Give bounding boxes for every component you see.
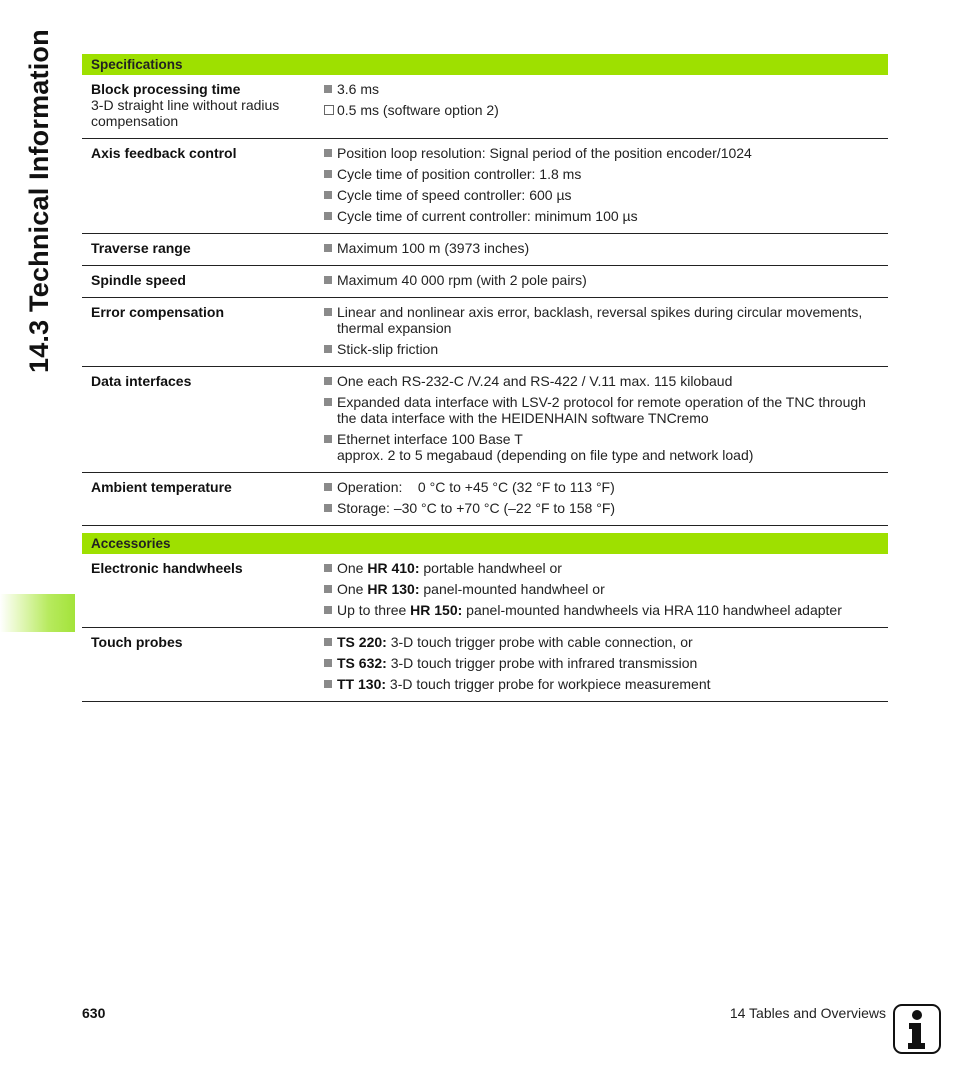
row-label: Block processing time — [91, 81, 241, 97]
row-label-cell — [82, 298, 323, 367]
item-text: One each RS-232-C /V.24 and RS-422 / V.11 max. 115 kilobaud — [337, 373, 733, 389]
list-item — [323, 373, 878, 389]
row-items-cell — [323, 266, 888, 298]
item-text-line2: approx. 2 to 5 megabaud (depending on file type and network load) — [337, 447, 754, 463]
item-text: Maximum 100 m (3973 inches) — [337, 240, 530, 256]
square-bullet-icon — [324, 659, 332, 667]
item-text: 3-D touch trigger probe with cable connection, or — [386, 634, 693, 650]
list-item — [323, 634, 878, 650]
square-bullet-icon — [324, 504, 332, 512]
row-label-cell — [82, 266, 323, 298]
square-bullet-icon — [324, 435, 332, 443]
square-bullet-icon — [324, 244, 332, 252]
row-sublabel: 3-D straight line without radius compensation — [91, 97, 280, 129]
square-bullet-icon — [324, 85, 332, 93]
specifications-header: Specifications — [82, 54, 888, 75]
section-title-text: 14.3 Technical Information — [24, 29, 54, 373]
square-bullet-icon — [324, 585, 332, 593]
item-text: Cycle time of current controller: minimum 100 µs — [337, 208, 638, 224]
square-bullet-icon — [324, 276, 332, 284]
item-text: 0.5 ms (software option 2) — [337, 102, 499, 118]
square-bullet-icon — [324, 564, 332, 572]
list-item — [323, 394, 878, 426]
item-text: portable handwheel or — [419, 560, 562, 576]
row-label: Electronic handwheels — [91, 560, 243, 576]
item-model: TS 220: — [337, 634, 387, 650]
chapter-tab-marker — [0, 594, 75, 632]
info-icon — [893, 1004, 941, 1054]
table-row — [82, 628, 888, 702]
item-text: 3-D touch trigger probe with infrared transmission — [386, 655, 698, 671]
list-item — [323, 272, 878, 288]
list-item — [323, 208, 878, 224]
row-label-cell — [82, 234, 323, 266]
list-item — [323, 166, 878, 182]
list-item — [323, 581, 878, 597]
section-title-vertical — [18, 29, 68, 385]
list-item — [323, 676, 878, 692]
item-text: One — [337, 581, 368, 597]
list-item — [323, 81, 878, 97]
item-model: HR 410: — [367, 560, 420, 576]
item-text: Expanded data interface with LSV-2 protocol for remote operation of the TNC through the data interface with the HEIDENHAIN software TNCremo — [337, 394, 866, 426]
list-item — [323, 602, 878, 618]
row-items-cell — [323, 298, 888, 367]
table-row — [82, 473, 888, 526]
list-item — [323, 304, 878, 336]
square-bullet-icon — [324, 212, 332, 220]
item-text: One — [337, 560, 368, 576]
row-label-cell — [82, 473, 323, 526]
accessories-table — [82, 533, 888, 702]
table-row — [82, 266, 888, 298]
row-label: Ambient temperature — [91, 479, 232, 495]
row-label-cell — [82, 554, 323, 628]
row-items-cell — [323, 75, 888, 139]
item-text: Storage: –30 °C to +70 °C (–22 °F to 158 °F) — [337, 500, 616, 516]
row-label: Touch probes — [91, 634, 183, 650]
row-label-cell — [82, 628, 323, 702]
square-bullet-icon — [324, 345, 332, 353]
square-bullet-icon — [324, 308, 332, 316]
square-bullet-icon — [324, 483, 332, 491]
item-text: Linear and nonlinear axis error, backlash, reversal spikes during circular movements, thermal expansion — [337, 304, 863, 336]
row-label-cell — [82, 75, 323, 139]
hollow-square-bullet-icon — [324, 105, 334, 115]
item-model: TS 632: — [337, 655, 387, 671]
square-bullet-icon — [324, 149, 332, 157]
page-number: 630 — [82, 1005, 106, 1021]
row-items-cell — [323, 628, 888, 702]
row-items-cell — [323, 139, 888, 234]
row-label: Traverse range — [91, 240, 191, 256]
list-item — [323, 187, 878, 203]
row-items-cell — [323, 473, 888, 526]
item-text: Cycle time of speed controller: 600 µs — [337, 187, 572, 203]
specifications-header-row — [82, 54, 888, 75]
item-text: Operation: 0 °C to +45 °C (32 °F to 113 °F) — [337, 479, 615, 495]
table-row — [82, 139, 888, 234]
list-item — [323, 560, 878, 576]
list-item — [323, 240, 878, 256]
row-label: Axis feedback control — [91, 145, 237, 161]
square-bullet-icon — [324, 191, 332, 199]
item-text: panel-mounted handwheels via HRA 110 handwheel adapter — [462, 602, 842, 618]
item-text: Stick-slip friction — [337, 341, 439, 357]
row-items-cell — [323, 367, 888, 473]
accessories-header: Accessories — [82, 533, 888, 554]
list-item — [323, 500, 878, 516]
item-text: panel-mounted handwheel or — [419, 581, 605, 597]
item-text: Position loop resolution: Signal period of the position encoder/1024 — [337, 145, 752, 161]
square-bullet-icon — [324, 170, 332, 178]
row-items-cell — [323, 234, 888, 266]
table-row — [82, 367, 888, 473]
item-model: TT 130: — [337, 676, 387, 692]
row-label: Spindle speed — [91, 272, 186, 288]
row-items-cell — [323, 554, 888, 628]
list-item — [323, 341, 878, 357]
specifications-table — [82, 54, 888, 526]
item-text: Up to three — [337, 602, 411, 618]
table-row — [82, 298, 888, 367]
item-text: 3.6 ms — [337, 81, 380, 97]
row-label-cell — [82, 367, 323, 473]
list-item — [323, 479, 878, 495]
table-row — [82, 75, 888, 139]
table-row — [82, 234, 888, 266]
square-bullet-icon — [324, 377, 332, 385]
square-bullet-icon — [324, 680, 332, 688]
square-bullet-icon — [324, 606, 332, 614]
item-model: HR 130: — [367, 581, 420, 597]
table-row — [82, 554, 888, 628]
list-item — [323, 145, 878, 161]
item-text: Maximum 40 000 rpm (with 2 pole pairs) — [337, 272, 587, 288]
square-bullet-icon — [324, 398, 332, 406]
item-text: Ethernet interface 100 Base T — [337, 431, 523, 447]
row-label: Error compensation — [91, 304, 225, 320]
list-item — [323, 102, 878, 118]
item-text: 3-D touch trigger probe for workpiece measurement — [386, 676, 711, 692]
list-item — [323, 431, 878, 463]
row-label-cell — [82, 139, 323, 234]
square-bullet-icon — [324, 638, 332, 646]
list-item — [323, 655, 878, 671]
item-model: HR 150: — [410, 602, 463, 618]
accessories-header-row — [82, 533, 888, 554]
chapter-title: 14 Tables and Overviews — [729, 1005, 886, 1021]
item-text: Cycle time of position controller: 1.8 ms — [337, 166, 582, 182]
row-label: Data interfaces — [91, 373, 192, 389]
info-icon-glyph — [895, 1006, 939, 1052]
